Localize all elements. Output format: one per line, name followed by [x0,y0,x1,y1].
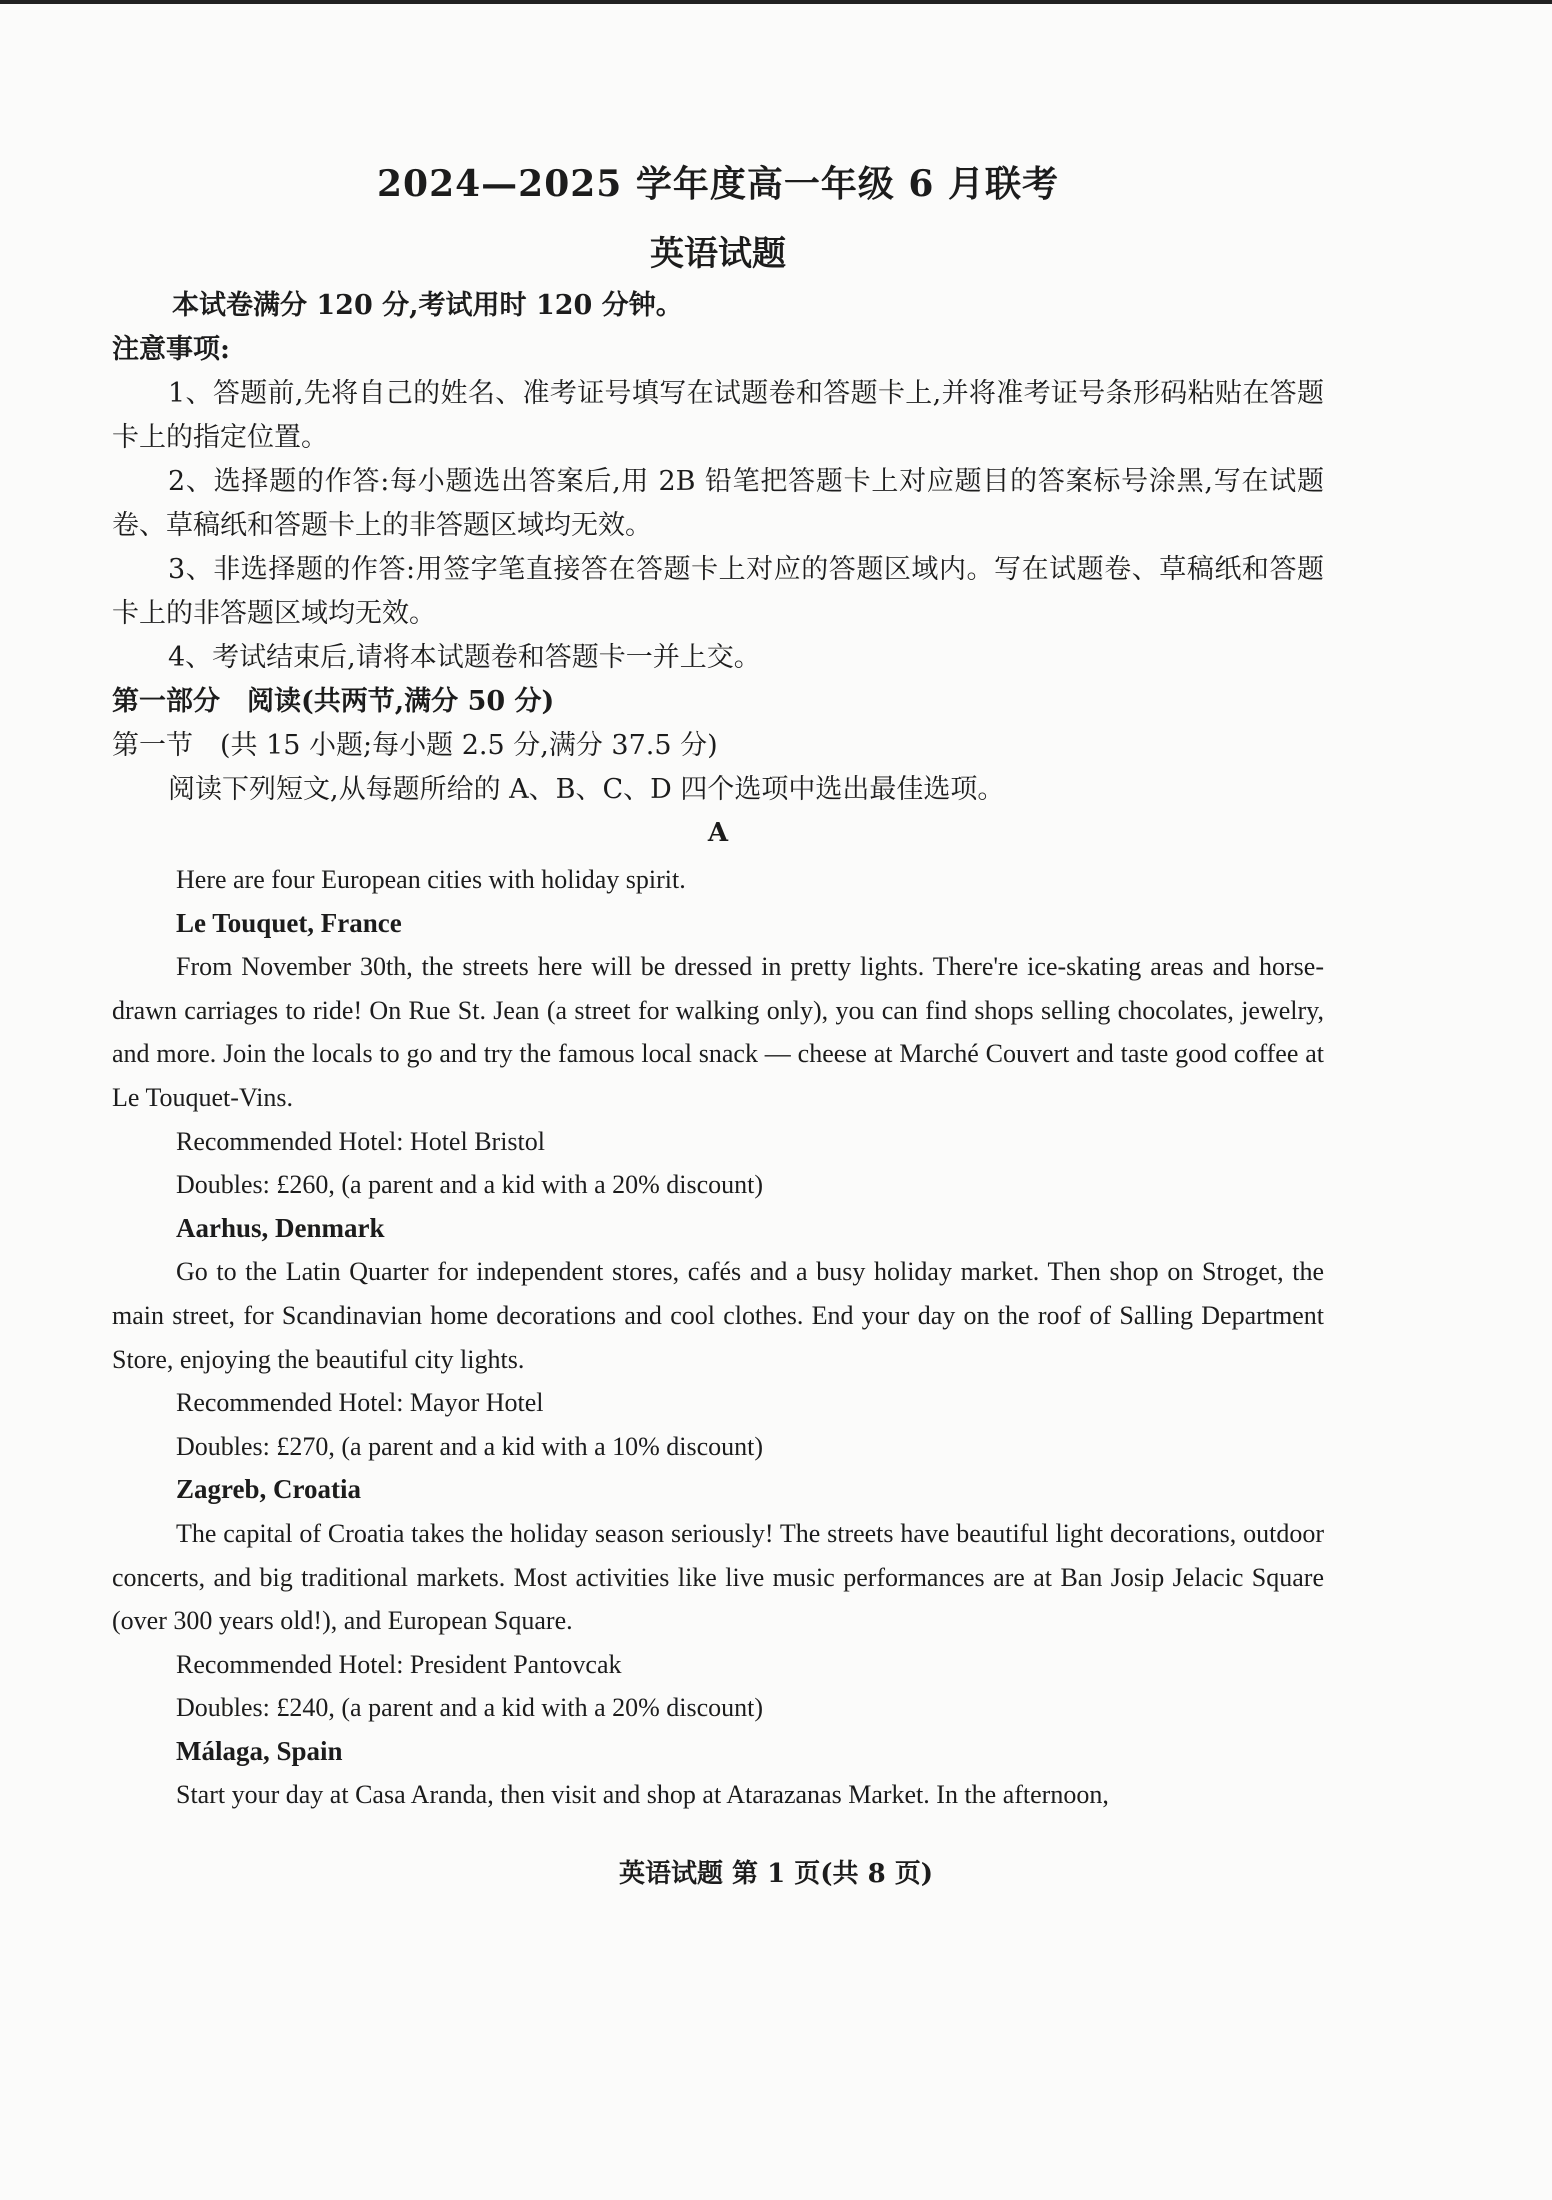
city-hotel-le-touquet: Recommended Hotel: Hotel Bristol [176,1126,545,1156]
notice-item: 3、非选择题的作答:用签字笔直接答在答题卡上对应的答题区域内。写在试题卷、草稿纸和答题卡上的非答题区域均无效。 [112,554,1324,629]
notice-item: 1、答题前,先将自己的姓名、准考证号填写在试题卷和答题卡上,并将准考证号条形码粘贴在答题卡上的指定位置。 [112,378,1324,453]
city-price-aarhus: Doubles: £270, (a parent and a kid with a 10% discount) [176,1431,764,1461]
notice-heading: 注意事项: [112,334,230,365]
city-price-zagreb: Doubles: £240, (a parent and a kid with a 20% discount) [176,1693,764,1723]
passage-intro: Here are four European cities with holiday spirit. [176,865,686,894]
part-one-heading: 第一部分 阅读(共两节,满分 50 分) [112,686,555,717]
city-text-malaga: Start your day at Casa Aranda, then visit and shop at Atarazanas Market. In the afternoon, [176,1780,1109,1810]
city-hotel-aarhus: Recommended Hotel: Mayor Hotel [176,1388,544,1418]
city-heading-zagreb: Zagreb, Croatia [176,1474,361,1505]
exam-title: 2024—2025 学年度高一年级 6 月联考 [376,163,1060,205]
passage-letter: A [707,818,729,848]
page-footer: 英语试题 第 1 页(共 8 页) [618,1859,934,1889]
reading-instruction: 阅读下列短文,从每题所给的 A、B、C、D 四个选项中选出最佳选项。 [168,774,1005,805]
city-text-zagreb: The capital of Croatia takes the holiday season seriously! The streets have beautiful light decorations, outdoor concerts, and big traditional markets. Most activities like live music performances are at Ban Josip Jelacic Square (over 300 years old!), and European Square. [112,1518,1324,1636]
notice-item: 4、考试结束后,请将本试题卷和答题卡一并上交。 [168,642,761,673]
exam-page [112,158,1324,1817]
score-line: 本试卷满分 120 分,考试用时 120 分钟。 [172,290,683,321]
city-price-le-touquet: Doubles: £260, (a parent and a kid with a 20% discount) [176,1170,764,1200]
section-one-heading: 第一节 (共 15 小题;每小题 2.5 分,满分 37.5 分) [112,730,718,761]
city-text-aarhus: Go to the Latin Quarter for independent stores, cafés and a busy holiday market. Then shop on Stroget, the main street, for Scandinavian home decorations and cool clothes. End your day on the roof of Salling Department Store, enjoying the beautiful city lights. [112,1257,1324,1374]
city-heading-malaga: Málaga, Spain [176,1735,343,1766]
exam-subtitle: 英语试题 [650,234,786,274]
city-text-le-touquet: From November 30th, the streets here will be dressed in pretty lights. There're ice-skating areas and horse-drawn carriages to ride! On Rue St. Jean (a street for walking only), you can find shops selling chocolates, jewelry, and more. Join the locals to go and try the famous local snack — cheese at Marché Couvert and taste good coffee at Le Touquet-Vins. [112,952,1324,1112]
scan-top-edge [0,0,1552,4]
city-heading-aarhus: Aarhus, Denmark [176,1212,385,1243]
city-hotel-zagreb: Recommended Hotel: President Pantovcak [176,1649,622,1679]
city-heading-le-touquet: Le Touquet, France [176,907,402,938]
notice-item: 2、选择题的作答:每小题选出答案后,用 2B 铅笔把答题卡上对应题目的答案标号涂黑,写在试题卷、草稿纸和答题卡上的非答题区域均无效。 [112,466,1324,541]
